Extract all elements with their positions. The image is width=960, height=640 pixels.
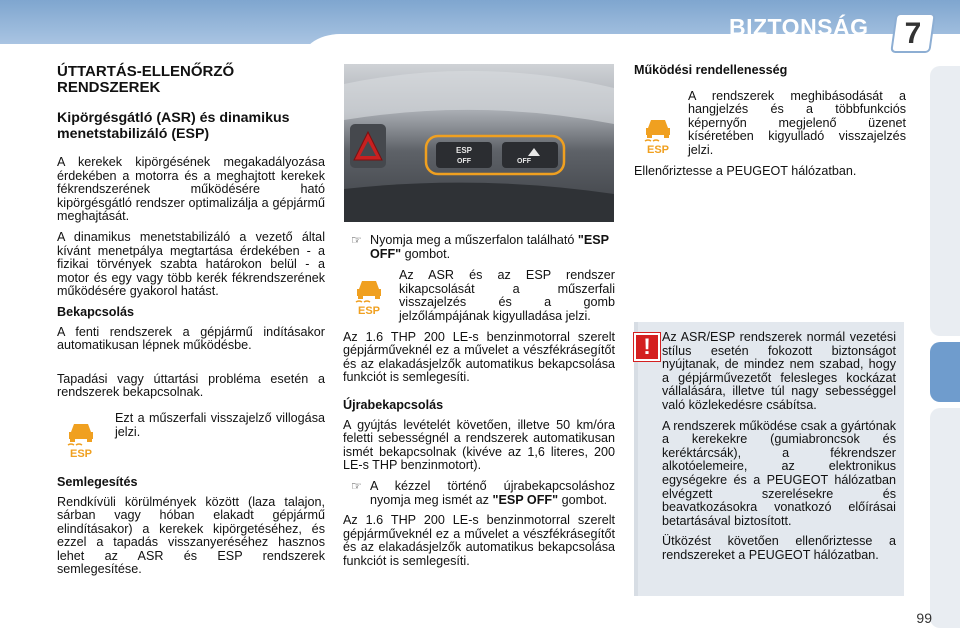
paragraph: Ezt a műszerfali visszajelző villogása jelzi. <box>115 410 325 439</box>
esp-off-button-bottom: OFF <box>457 158 471 165</box>
paragraph: Ellenőriztesse a PEUGEOT hálózatban. <box>634 163 857 178</box>
bullet-bold-text: "ESP OFF" <box>492 492 559 507</box>
icon-paragraph <box>343 269 615 323</box>
esp-off-button-top: ESP <box>455 146 473 155</box>
hazard-triangle-icon <box>350 124 386 168</box>
warning-paragraph: A rendszerek működése csak a gyártónak a kerekekre (gumiabroncsok és keréktárcsák), a fékrendszer alkotóelemeire, az elektronikus egységekre és a PEUGEOT hálózatban elvégzett szerelésekre és beavatkozásokra vonatkozó előírásai betartásával biztosított. <box>662 418 896 528</box>
exclamation-warning-icon: ! <box>634 333 660 361</box>
bullet-text: Nyomja meg a műszerfalon található <box>370 233 575 247</box>
bullet-item <box>343 234 615 261</box>
paragraph: A dinamikus menetstabilizáló a vezető által kívánt menetpálya megtartása érdekében - a fizikai törvények szabta határokon belül - a motor és egy vagy több kerék fékrendszerének működésére gyakorol hatást. <box>57 229 325 299</box>
bullet-text: A kézzel történő újrabekapcsoláshoz nyomja meg ismét az <box>370 478 615 507</box>
section-heading: Kipörgésgátló (ASR) és dinamikus menetstabilizáló (ESP) <box>57 110 290 142</box>
chapter-badge <box>890 13 936 53</box>
bullet-bold-text: "ESP OFF" <box>370 233 609 261</box>
svg-text:ESP: ESP <box>357 305 381 316</box>
svg-text:ESP: ESP <box>646 143 670 154</box>
subheading-neutralise: Semlegesítés <box>57 474 138 489</box>
esp-warning-icon <box>63 418 99 458</box>
paragraph: Rendkívüli körülmények között (laza talajon, sárban vagy hóban elakadt gépjármű elindításakor) a kerekek kipörgetéséhez, és ezzel a tapadás visszanyeréséhez hasznos lehet az ASR és ESP rendszerek semlegesítése. <box>57 494 325 577</box>
warning-paragraph: Ütközést követően ellenőriztesse a rendszereket a PEUGEOT hálózatban. <box>662 534 896 562</box>
paragraph: A rendszerek meghibásodását a hangjelzés és a többfunkciós képernyőn megjelenő üzenet kíséretében kigyulladó visszajelzés jelzi. <box>688 88 906 157</box>
esp-warning-icon <box>640 114 676 154</box>
chapter-number: 7 <box>904 17 922 50</box>
side-tab <box>930 66 960 336</box>
paragraph: Tapadási vagy úttartási probléma esetén a rendszerek bekapcsolnak. <box>57 371 325 400</box>
page-title: BIZTONSÁG <box>729 14 869 40</box>
paragraph: A gyújtás levételét követően, illetve 50 km/óra feletti sebességnél a rendszerek automatikusan ismét bekapcsolnak (kivéve az 1,6 literes, 200 LE-s THP benzinmotort). <box>343 417 615 473</box>
bullet-item <box>343 480 615 507</box>
subheading-reactivation: Újrabekapcsolás <box>343 397 444 412</box>
column-middle <box>343 234 615 575</box>
paragraph: Az 1.6 THP 200 LE-s benzinmotorral szerelt gépjárműveknél ez a művelet a vészfékrásegítőt és az elakadásjelzők automatikus bekapcsolása funkciót is semlegesíti. <box>343 329 615 385</box>
subheading-activation: Bekapcsolás <box>57 304 135 319</box>
hand-pointer-icon: ☞ <box>351 233 362 247</box>
main-heading: ÚTTARTÁS-ELLENŐRZŐ RENDSZEREK <box>57 63 235 96</box>
dashboard-photo <box>344 64 614 222</box>
subheading-malfunction: Működési rendellenesség <box>634 63 788 77</box>
hand-pointer-icon: ☞ <box>351 478 362 493</box>
esp-warning-icon <box>351 275 387 315</box>
paragraph: Az ASR és az ESP rendszer kikapcsolását a műszerfali visszajelzés és a gomb jelzőlámpájának kigyulladása jelzi. <box>399 268 615 323</box>
icon-paragraph <box>57 412 325 462</box>
side-tab-active <box>930 342 960 402</box>
page-number: 99 <box>916 610 932 626</box>
svg-text:ESP: ESP <box>69 447 93 458</box>
paragraph: A fenti rendszerek a gépjármű indításakor automatikusan lépnek működésbe. <box>57 324 325 353</box>
warning-box <box>634 322 904 596</box>
side-tab <box>930 408 960 628</box>
column-left <box>57 64 325 584</box>
dashboard-illustration <box>344 64 614 222</box>
column-right <box>634 64 906 185</box>
paragraph: Az 1.6 THP 200 LE-s benzinmotorral szerelt gépjárműveknél ez a művelet a vészfékrásegítőt és az elakadásjelzők automatikus bekapcsolása funkciót is semlegesíti. <box>343 513 615 568</box>
icon-paragraph <box>634 90 906 158</box>
bullet-text: gombot. <box>561 492 608 507</box>
second-off-button-bottom: OFF <box>517 158 531 165</box>
warning-paragraph: Az ASR/ESP rendszerek normál vezetési stílus esetén fokozott biztonságot nyújtanak, de mindez nem szabad, hogy a gépjárművezetőt felesleges kockázat vállalására, illetve túl nagy sebességgel való közlekedésre csábítsa. <box>662 330 896 412</box>
bullet-text: gombot. <box>404 246 451 261</box>
paragraph: A kerekek kipörgésének megakadályozása érdekében a motorra és a meghajtott kerekek fékrendszerének működésére ható kipörgésgátló rendszer optimalizálja a gépjármű meghajtását. <box>57 155 325 224</box>
